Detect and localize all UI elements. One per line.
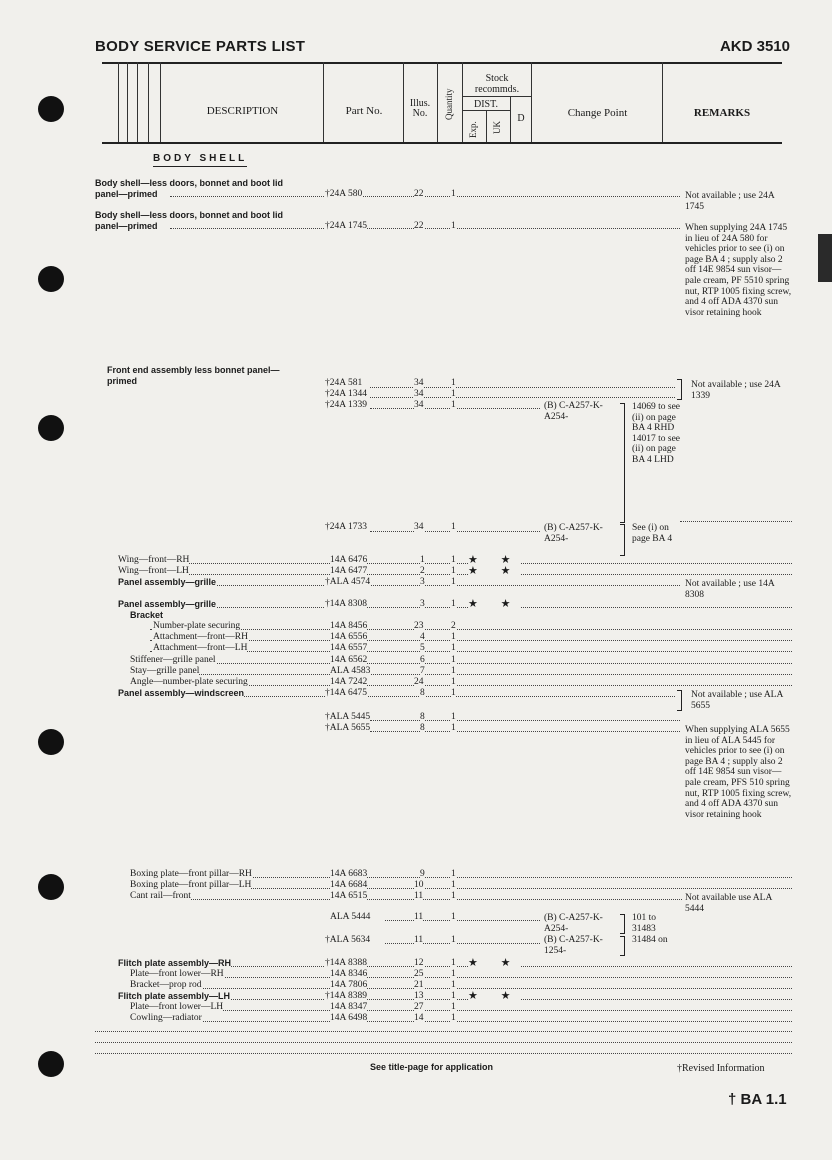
row-description: Cowling—radiator [130, 1013, 202, 1023]
row-part-no: †14A 8388 [325, 958, 367, 968]
row-part-no: †24A 1745 [325, 221, 367, 231]
row-qty: 1 [451, 723, 456, 733]
row-part-no: 14A 6515 [330, 891, 368, 901]
row-qty: 1 [451, 912, 456, 922]
row-qty: 1 [451, 599, 456, 609]
row-description: Boxing plate—front pillar—LH [130, 880, 252, 890]
bracket [620, 524, 625, 556]
row-illus: 27 [414, 1002, 424, 1012]
punch-hole [38, 874, 64, 900]
row-qty: 1 [451, 189, 456, 199]
change-note: 14069 to see (ii) on page BA 4 RHD 14017 to see (ii) on page BA 4 LHD [632, 402, 681, 465]
leader-dots [130, 977, 792, 978]
change-note: See (i) on page BA 4 [632, 523, 673, 544]
row-illus: 8 [420, 723, 425, 733]
row-description: Front end assembly less bonnet panel— [107, 365, 280, 375]
row-part-no: †14A 8389 [325, 991, 367, 1001]
leader-dots [130, 1021, 792, 1022]
row-illus: 9 [420, 869, 425, 879]
row-qty: 2 [451, 621, 456, 631]
row-description: Bracket [130, 610, 164, 620]
star-icon: ★ ★ [468, 554, 521, 566]
row-illus: 14 [414, 1013, 424, 1023]
row-part-no: †14A 8308 [325, 599, 367, 609]
row-part-no: †ALA 4574 [325, 577, 371, 587]
row-description: Panel assembly—grille [118, 599, 217, 609]
header-stock: Stock [485, 73, 509, 84]
row-description: Flitch plate assembly—LH [118, 991, 231, 1001]
row-illus: 34 [414, 400, 424, 410]
row-description: Body shell—less doors, bonnet and boot lid [95, 178, 284, 188]
row-part-no: 14A 8456 [330, 621, 368, 631]
row-part-no: 14A 8346 [330, 969, 368, 979]
row-part-no: 14A 7242 [330, 677, 368, 687]
row-illus: 7 [420, 666, 425, 676]
dist-subdivider [486, 110, 487, 142]
row-part-no: †24A 581 [325, 378, 363, 388]
header-exp: Exp. [468, 121, 478, 138]
row-qty: 1 [451, 522, 456, 532]
stock-divider [462, 96, 531, 97]
row-qty: 1 [451, 1013, 456, 1023]
remark: When supplying 24A 1745 in lieu of 24A 580 for vehicles prior to see (i) on page BA 4 ; supply also 2 off 14E 9854 sun visor—pale cream, PF 5510 spring nut, RTP 1005 fixing screw, and 4 off ADA 4370 sun visor retaining hook [685, 223, 792, 318]
dist-subdivider [510, 96, 511, 142]
row-description: Flitch plate assembly—RH [118, 958, 232, 968]
footer-application-note: See title-page for application [370, 1062, 494, 1072]
row-qty: 1 [451, 555, 456, 565]
leader-dots [370, 720, 680, 721]
column-divider [148, 62, 149, 142]
remark: Not available use ALA 5444 [685, 893, 772, 914]
row-part-no: †ALA 5445 [325, 712, 371, 722]
row-description: panel—primed [95, 189, 158, 199]
row-part-no: 14A 8347 [330, 1002, 368, 1012]
row-illus: 11 [414, 891, 424, 901]
row-illus: 13 [414, 991, 424, 1001]
row-part-no: †24A 1344 [325, 389, 367, 399]
row-description: Number-plate securing [153, 621, 241, 631]
row-qty: 1 [451, 1002, 456, 1012]
leader-dots [130, 899, 682, 900]
header-illus: Illus. [409, 98, 431, 109]
row-illus: 8 [420, 688, 425, 698]
leader-dots [680, 521, 792, 522]
row-part-no: †24A 1733 [325, 522, 367, 532]
column-divider [323, 62, 324, 142]
page-reference: † BA 1.1 [728, 1091, 787, 1108]
column-divider [462, 62, 463, 142]
leader-dots [120, 607, 792, 608]
row-part-no: 14A 6557 [330, 643, 368, 653]
row-part-no: 14A 6498 [330, 1013, 368, 1023]
star-icon: ★ ★ [468, 990, 521, 1002]
row-qty: 1 [451, 389, 456, 399]
leader-dots [130, 663, 792, 664]
change-point: (B) C-A257-K-A254- [544, 401, 603, 422]
leader-dots [95, 1042, 792, 1043]
header-uk: UK [492, 121, 502, 134]
column-divider [137, 62, 138, 142]
header-part-no: Part No. [345, 105, 383, 117]
header-d: D [517, 113, 525, 124]
column-divider [403, 62, 404, 142]
remark: Not available ; use 24A 1745 [685, 191, 775, 212]
row-qty: 1 [451, 400, 456, 410]
punch-hole [38, 96, 64, 122]
row-illus: 12 [414, 958, 424, 968]
leader-dots [130, 988, 792, 989]
row-part-no: ALA 5444 [330, 912, 371, 922]
leader-dots [385, 943, 540, 944]
row-part-no: 14A 6556 [330, 632, 368, 642]
row-illus: 25 [414, 969, 424, 979]
row-illus: 11 [414, 935, 424, 945]
row-illus: 2 [420, 566, 425, 576]
row-qty: 1 [451, 688, 456, 698]
row-part-no: †ALA 5634 [325, 935, 371, 945]
punch-hole [38, 729, 64, 755]
row-part-no: 14A 6477 [330, 566, 368, 576]
header-change-point: Change Point [567, 107, 628, 119]
leader-dots [95, 1053, 792, 1054]
row-description: Panel assembly—windscreen [118, 688, 245, 698]
row-illus: 3 [420, 599, 425, 609]
row-qty: 1 [451, 969, 456, 979]
header-description: DESCRIPTION [206, 105, 279, 117]
column-divider [437, 62, 438, 142]
column-divider [531, 62, 532, 142]
row-qty: 1 [451, 655, 456, 665]
row-illus: 8 [420, 712, 425, 722]
row-illus: 23 [414, 621, 424, 631]
leader-dots [150, 629, 792, 630]
row-qty: 1 [451, 712, 456, 722]
row-qty: 1 [451, 935, 456, 945]
row-qty: 1 [451, 869, 456, 879]
row-qty: 1 [451, 677, 456, 687]
row-illus: 1 [420, 555, 425, 565]
row-qty: 1 [451, 566, 456, 576]
column-divider [160, 62, 161, 142]
bracket [620, 403, 625, 523]
bracket [620, 914, 625, 934]
row-part-no: 14A 6562 [330, 655, 368, 665]
row-illus: 34 [414, 378, 424, 388]
row-qty: 1 [451, 643, 456, 653]
remark: When supplying ALA 5655 in lieu of ALA 5445 for vehicles prior to see (i) on page BA 4 ; supply also 2 off 14E 9854 sun visor—pale cream, PFS 510 spring nut, RTP 1005 fixing screw, and 4 off ADA 4370 sun visor retaining hook [685, 725, 792, 820]
row-description: Cant rail—front [130, 891, 191, 901]
remark: Not available ; use 24A 1339 [691, 380, 781, 401]
row-qty: 1 [451, 991, 456, 1001]
punch-hole [38, 266, 64, 292]
bracket [677, 379, 682, 400]
leader-dots [120, 563, 792, 564]
row-qty: 1 [451, 958, 456, 968]
row-part-no: †ALA 5655 [325, 723, 371, 733]
leader-dots [120, 574, 792, 575]
change-note: 31484 on [632, 935, 668, 945]
row-part-no: †14A 6475 [325, 688, 367, 698]
leader-dots [95, 1031, 792, 1032]
header-remarks: REMARKS [693, 107, 751, 119]
row-description: Body shell—less doors, bonnet and boot lid [95, 210, 284, 220]
star-icon: ★ ★ [468, 598, 521, 610]
header-illus-no: No. [412, 108, 428, 119]
footer-revised-note: †Revised Information [677, 1063, 765, 1074]
section-tab-marker [818, 234, 832, 282]
leader-dots [385, 920, 540, 921]
remark: Not available ; use ALA 5655 [691, 690, 783, 711]
change-point: (B) C-A257-K-A254- [544, 913, 603, 934]
row-qty: 1 [451, 378, 456, 388]
row-description: Wing—front—RH [118, 555, 190, 565]
star-icon: ★ ★ [468, 957, 521, 969]
row-description: Panel assembly—grille [118, 577, 217, 587]
section-title: BODY SHELL [153, 153, 247, 167]
row-description: Plate—front lower—LH [130, 1002, 224, 1012]
header-quantity: Quantity [444, 88, 454, 120]
row-description: Attachment—front—LH [153, 643, 248, 653]
column-divider [127, 62, 128, 142]
row-part-no: †24A 1339 [325, 400, 367, 410]
leader-dots [130, 674, 792, 675]
leader-dots [170, 228, 680, 229]
row-qty: 1 [451, 980, 456, 990]
row-qty: 1 [451, 632, 456, 642]
row-qty: 1 [451, 891, 456, 901]
header-dist: DIST. [474, 99, 498, 110]
row-qty: 1 [451, 880, 456, 890]
document-code: AKD 3510 [719, 38, 790, 55]
row-part-no: 14A 6476 [330, 555, 368, 565]
row-description: panel—primed [95, 221, 158, 231]
leader-dots [170, 196, 680, 197]
column-header-box [102, 62, 782, 144]
row-description: Stay—grille panel [130, 666, 200, 676]
row-illus: 10 [414, 880, 424, 890]
row-illus: 21 [414, 980, 424, 990]
row-description: primed [107, 376, 138, 386]
header-recommds: recommds. [474, 84, 520, 95]
bracket [620, 936, 625, 956]
page-title: BODY SERVICE PARTS LIST [95, 38, 306, 55]
row-description: Bracket—prop rod [130, 980, 202, 990]
punch-hole [38, 415, 64, 441]
bracket [677, 690, 682, 711]
row-illus: 34 [414, 522, 424, 532]
change-point: (B) C-A257-K-1254- [544, 935, 603, 956]
row-description: Angle—number-plate securing [130, 677, 248, 687]
row-illus: 11 [414, 912, 424, 922]
star-icon: ★ ★ [468, 565, 521, 577]
row-description: Wing—front—LH [118, 566, 189, 576]
remark: Not available ; use 14A 8308 [685, 579, 775, 600]
change-point: (B) C-A257-K-A254- [544, 523, 603, 544]
row-description: Attachment—front—RH [153, 632, 248, 642]
row-illus: 5 [420, 643, 425, 653]
row-part-no: ALA 4583 [330, 666, 371, 676]
row-illus: 34 [414, 389, 424, 399]
row-part-no: †24A 580 [325, 189, 363, 199]
row-illus: 3 [420, 577, 425, 587]
row-illus: 24 [414, 677, 424, 687]
row-description: Stiffener—grille panel [130, 655, 216, 665]
row-part-no: 14A 6683 [330, 869, 368, 879]
row-illus: 22 [414, 221, 424, 231]
row-qty: 1 [451, 221, 456, 231]
row-illus: 22 [414, 189, 424, 199]
column-divider [662, 62, 663, 142]
row-illus: 6 [420, 655, 425, 665]
leader-dots [130, 1010, 792, 1011]
row-qty: 1 [451, 666, 456, 676]
row-description: Plate—front lower—RH [130, 969, 224, 979]
row-part-no: 14A 6684 [330, 880, 368, 890]
row-part-no: 14A 7806 [330, 980, 368, 990]
punch-hole [38, 1051, 64, 1077]
column-divider [118, 62, 119, 142]
row-description: Boxing plate—front pillar—RH [130, 869, 252, 879]
row-illus: 4 [420, 632, 425, 642]
leader-dots [370, 731, 680, 732]
row-qty: 1 [451, 577, 456, 587]
change-note: 101 to 31483 [632, 913, 657, 934]
